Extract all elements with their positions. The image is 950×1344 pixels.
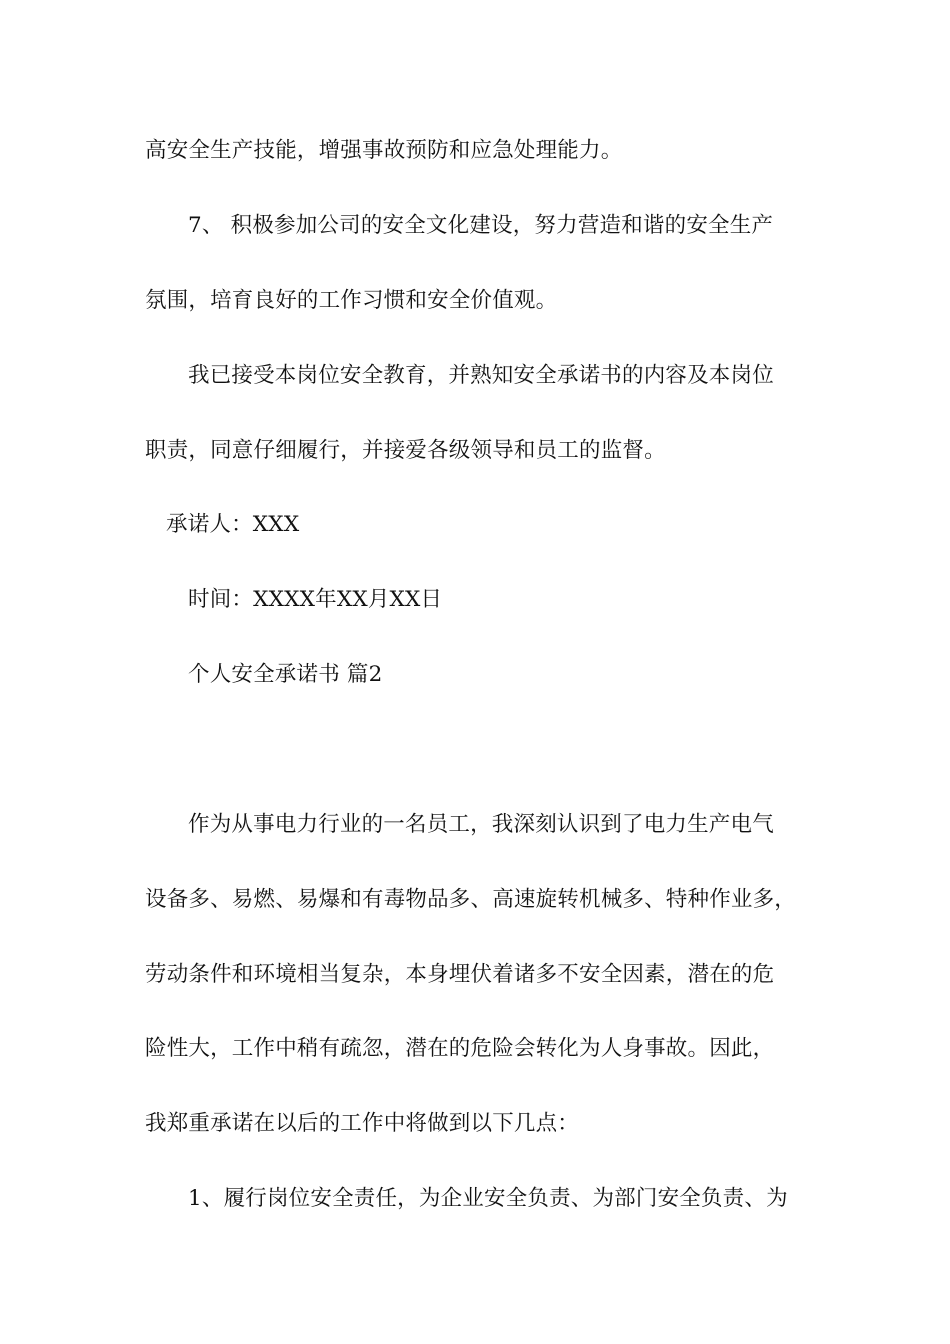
paragraph-line: 高安全生产技能，增强事故预防和应急处理能力。 — [145, 138, 623, 163]
paragraph-line: 1、履行岗位安全责任，为企业安全负责、为部门安全负责、为 — [188, 1186, 788, 1211]
section-heading: 个人安全承诺书 篇2 — [188, 662, 383, 687]
paragraph-line: 设备多、易燃、易爆和有毒物品多、高速旋转机械多、特种作业多， — [145, 887, 797, 912]
paragraph-line: 我已接受本岗位安全教育，并熟知安全承诺书的内容及本岗位 — [188, 363, 774, 388]
paragraph-line: 氛围，培育良好的工作习惯和安全价值观。 — [145, 288, 558, 313]
paragraph-line: 劳动条件和环境相当复杂，本身埋伏着诸多不安全因素，潜在的危 — [145, 962, 775, 987]
date-line: 时间：XXXX年XX月XX日 — [188, 587, 443, 612]
paragraph-line: 我郑重承诺在以后的工作中将做到以下几点： — [145, 1111, 580, 1136]
signatory-line: 承诺人：XXX — [166, 512, 300, 537]
paragraph-line: 作为从事电力行业的一名员工，我深刻认识到了电力生产电气 — [188, 812, 774, 837]
paragraph-line: 7、 积极参加公司的安全文化建设，努力营造和谐的安全生产 — [188, 213, 774, 238]
paragraph-line: 职责，同意仔细履行，并接爱各级领导和员工的监督。 — [145, 438, 666, 463]
paragraph-line: 险性大，工作中稍有疏忽，潜在的危险会转化为人身事故。因此， — [145, 1036, 775, 1061]
